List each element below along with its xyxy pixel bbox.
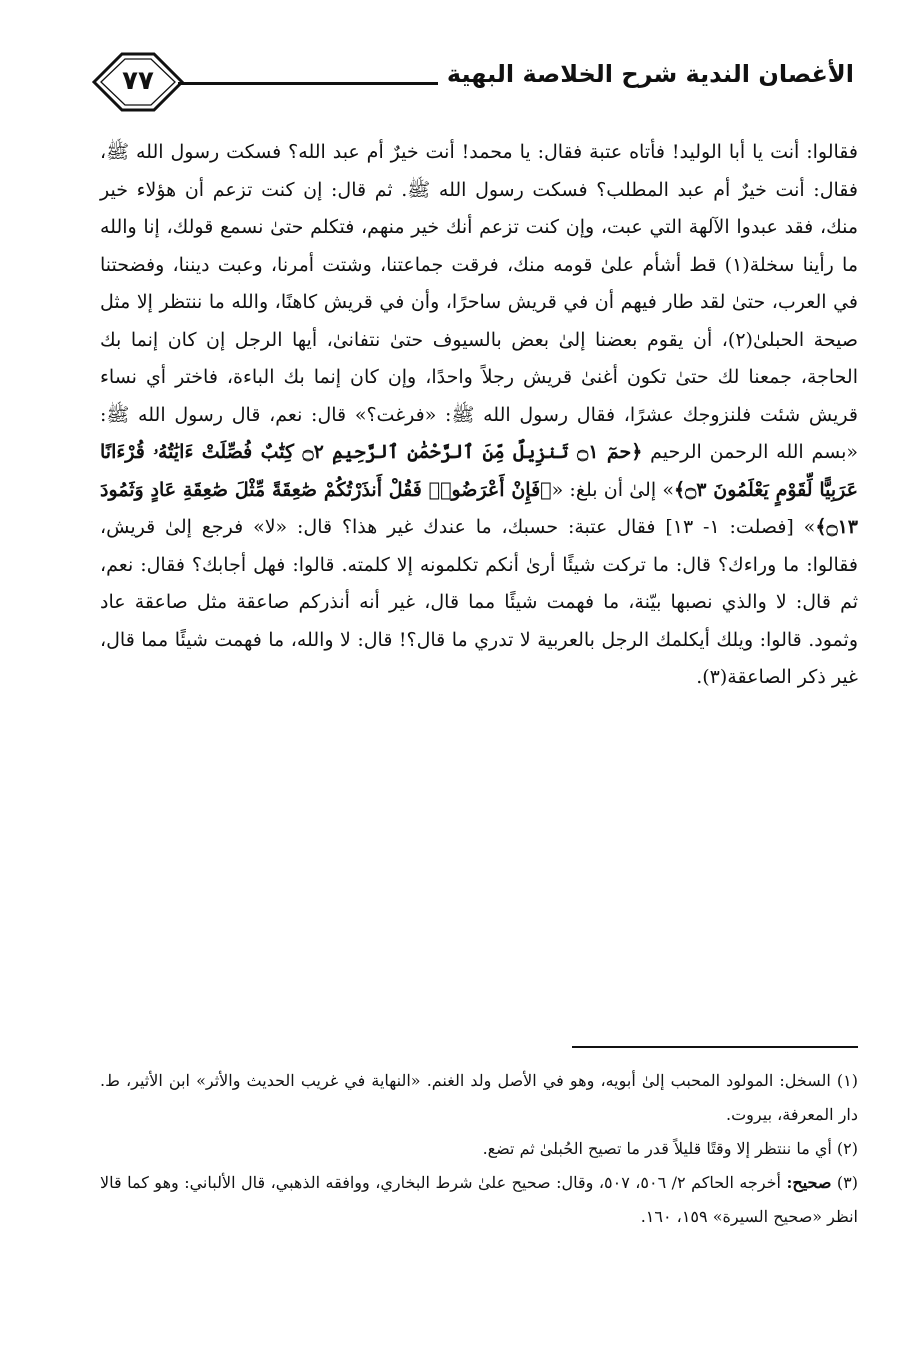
footnote-number: (١) (836, 1071, 858, 1090)
footnotes (100, 1064, 858, 1234)
footnote-label: صحيح: (786, 1173, 832, 1192)
footnote-number: (٣) (836, 1173, 858, 1192)
footnote-text: السخل: المولود المحبب إلىٰ أبويه، وهو في الأصل ولد الغنم. «النهاية في غريب الحديث والأثر» ابن الأثير، ط. دار المعرفة، بيروت. (100, 1071, 858, 1124)
quran-verses-1: ﴿حمٓ ۝١ تَنزِيلٌ مِّنَ ٱلرَّحْمَٰنِ ٱلرَّحِيمِ ۝٢ كِتَٰبٌ فُصِّلَتْ ءَايَٰتُهُۥ قُرْءَانًا عَرَبِيًّا لِّقَوْمٍ يَعْلَمُونَ ۝٣﴾ (100, 441, 858, 501)
page-number: ٧٧ (122, 66, 154, 96)
footnote-number: (٢) (836, 1139, 858, 1158)
continuation-text: » [فصلت: ١- ١٣] فقال عتبة: حسبك، ما عندك غير هذا؟ قال: «لا» فرجع إلىٰ قريش، فقالوا: ما وراءك؟ قال: ما تركت شيئًا أرىٰ أنكم تكلمونه إلا كلمته. قالوا: فهل أجابك؟ فقال: نعم، ثم قال: لا والذي نصبها بيّنة، ما فهمت شيئًا مما قال، غير أنه أنذركم صاعقة مثل صاعقة عاد وثمود. قالوا: ويلك أيكلمك الرجل بالعربية لا تدري ما قال؟! قال: لا والله، ما فهمت شيئًا مما قال، غير ذكر الصاعقة(٣). (100, 516, 858, 688)
quran-verses-2: ﴿فَإِنْ أَعْرَضُوا۟ فَقُلْ أَنذَرْتُكُمْ صَٰعِقَةً مِّثْلَ صَٰعِقَةِ عَادٍ وَثَمُودَ ۝١٣﴾ (100, 478, 858, 538)
footnote-2 (100, 1132, 858, 1166)
running-header-title: الأغصان الندية شرح الخلاصة البهية (446, 60, 854, 88)
body-paragraph (100, 134, 858, 697)
footnote-text: أي ما ننتظر إلا وقتًا قليلاً قدر ما تصيح الحُبلىٰ ثم تضع. (482, 1139, 832, 1158)
page-number-badge (92, 52, 184, 112)
header-rule (178, 82, 438, 85)
narrative-text: فقالوا: أنت يا أبا الوليد! فأتاه عتبة فقال: يا محمد! أنت خيرٌ أم عبد الله؟ فسكت رسول الله ﷺ، فقال: أنت خيرٌ أم عبد المطلب؟ فسكت رسول الله ﷺ. ثم قال: إن كنت تزعم أن هؤلاء خير منك، فقد عبدوا الآلهة التي عبت، وإن كنت تزعم أنك خير منهم، فتكلم حتىٰ نسمع قولك، إنا والله ما رأينا سخلة(١) قط أشأم علىٰ قومه منك، فرقت جماعتنا، وشتت أمرنا، وعبت ديننا، وفضحتنا في العرب، حتىٰ لقد طار فيهم أن في قريش ساحرًا، وأن في قريش كاهنًا، والله ما ننتظر إلا مثل صيحة الحبلىٰ(٢)، أن يقوم بعضنا إلىٰ بعض بالسيوف حتىٰ نتفانىٰ، أيها الرجل إن كان إنما بك الحاجة، جمعنا لك حتىٰ تكون أغنىٰ قريش رجلاً واحدًا، وإن كان إنما بك الباءة، فاختر أي نساء قريش شئت فلنزوجك عشرًا، فقال رسول الله ﷺ: «فرغت؟» قال: نعم، قال رسول الله ﷺ: «بسم الله الرحمن الرحيم (100, 141, 859, 463)
connector-text: » إلىٰ أن بلغ: « (551, 478, 674, 501)
footnote-3 (100, 1166, 858, 1234)
footnote-separator (572, 1046, 858, 1048)
footnote-1 (100, 1064, 858, 1132)
main-text (100, 134, 858, 697)
footnote-text: أخرجه الحاكم ٢/ ٥٠٦، ٥٠٧، وقال: صحيح علىٰ شرط البخاري، ووافقه الذهبي، قال الألباني: وهو كما قالا انظر «صحيح السيرة» ١٥٩، ١٦٠. (100, 1173, 858, 1226)
